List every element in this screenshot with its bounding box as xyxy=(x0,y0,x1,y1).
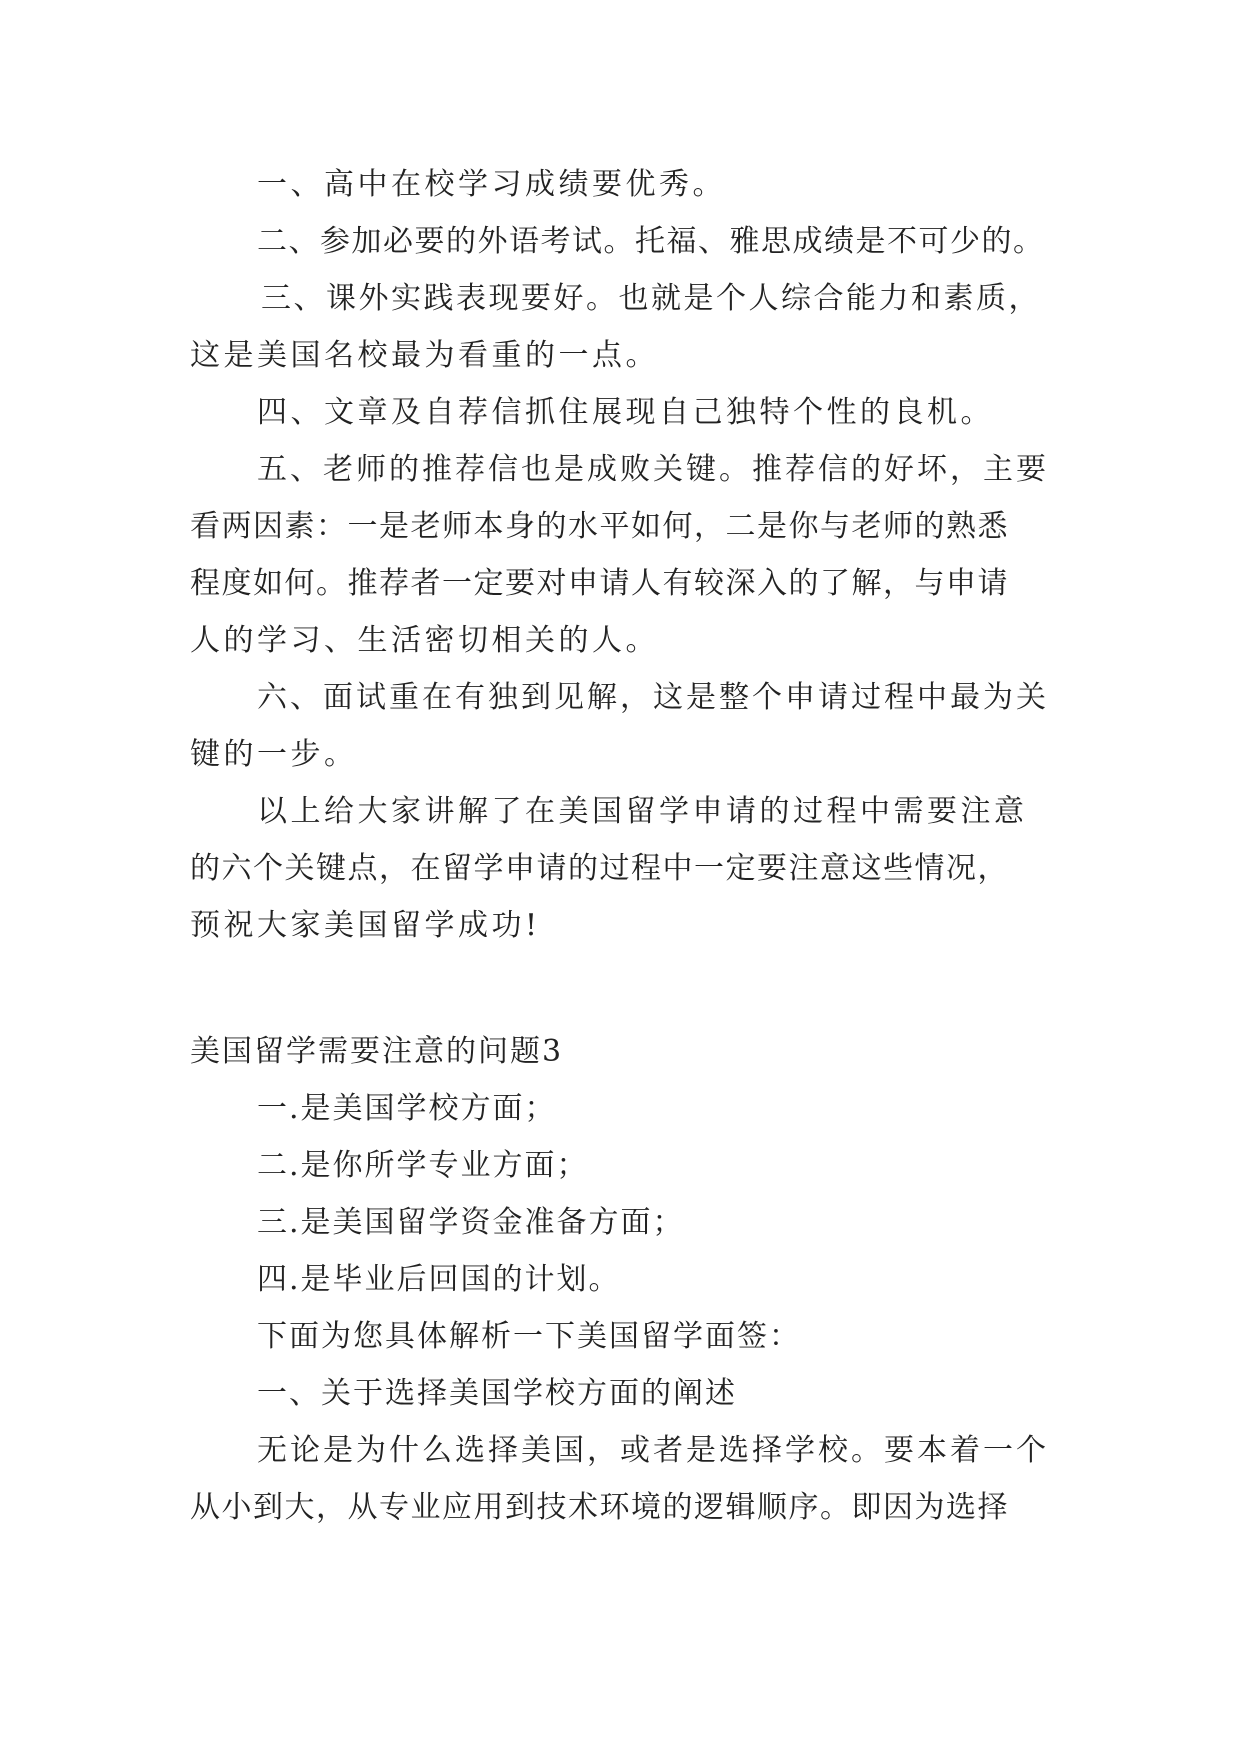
list-item: 二.是你所学专业方面； xyxy=(257,1148,589,1183)
paragraph-line: 人的学习、生活密切相关的人。 xyxy=(190,623,659,658)
paragraph-line: 下面为您具体解析一下美国留学面签： xyxy=(257,1319,801,1354)
subheading: 一、关于选择美国学校方面的阐述 xyxy=(257,1376,737,1411)
paragraph-line: 程度如何。推荐者一定要对申请人有较深入的了解，与申请 xyxy=(190,566,1009,601)
paragraph-line: 三、课外实践表现要好。也就是个人综合能力和素质， xyxy=(261,281,1041,316)
paragraph-line: 四、文章及自荐信抓住展现自己独特个性的良机。 xyxy=(257,395,994,430)
paragraph-line: 这是美国名校最为看重的一点。 xyxy=(190,338,659,373)
paragraph-line: 的六个关键点，在留学申请的过程中一定要注意这些情况， xyxy=(190,851,1009,886)
section-heading: 美国留学需要注意的问题3 xyxy=(190,1034,564,1069)
paragraph-line: 无论是为什么选择美国，或者是选择学校。要本着一个 xyxy=(257,1433,1049,1468)
list-item: 三.是美国留学资金准备方面； xyxy=(257,1205,685,1240)
paragraph-line: 预祝大家美国留学成功! xyxy=(190,908,541,943)
paragraph-line: 以上给大家讲解了在美国留学申请的过程中需要注意 xyxy=(257,794,1028,829)
paragraph-line: 二、参加必要的外语考试。托福、雅思成绩是不可少的。 xyxy=(257,224,1045,259)
list-item: 一.是美国学校方面； xyxy=(257,1091,557,1126)
paragraph-line: 键的一步。 xyxy=(190,737,358,772)
paragraph-line: 六、面试重在有独到见解，这是整个申请过程中最为关 xyxy=(257,680,1049,715)
paragraph-line: 从小到大，从专业应用到技术环境的逻辑顺序。即因为选择 xyxy=(190,1490,1009,1525)
list-item: 四.是毕业后回国的计划。 xyxy=(257,1262,621,1297)
paragraph-line: 一、高中在校学习成绩要优秀。 xyxy=(257,167,726,202)
paragraph-line: 看两因素：一是老师本身的水平如何，二是你与老师的熟悉 xyxy=(190,509,1009,544)
paragraph-line: 五、老师的推荐信也是成败关键。推荐信的好坏，主要 xyxy=(257,452,1049,487)
